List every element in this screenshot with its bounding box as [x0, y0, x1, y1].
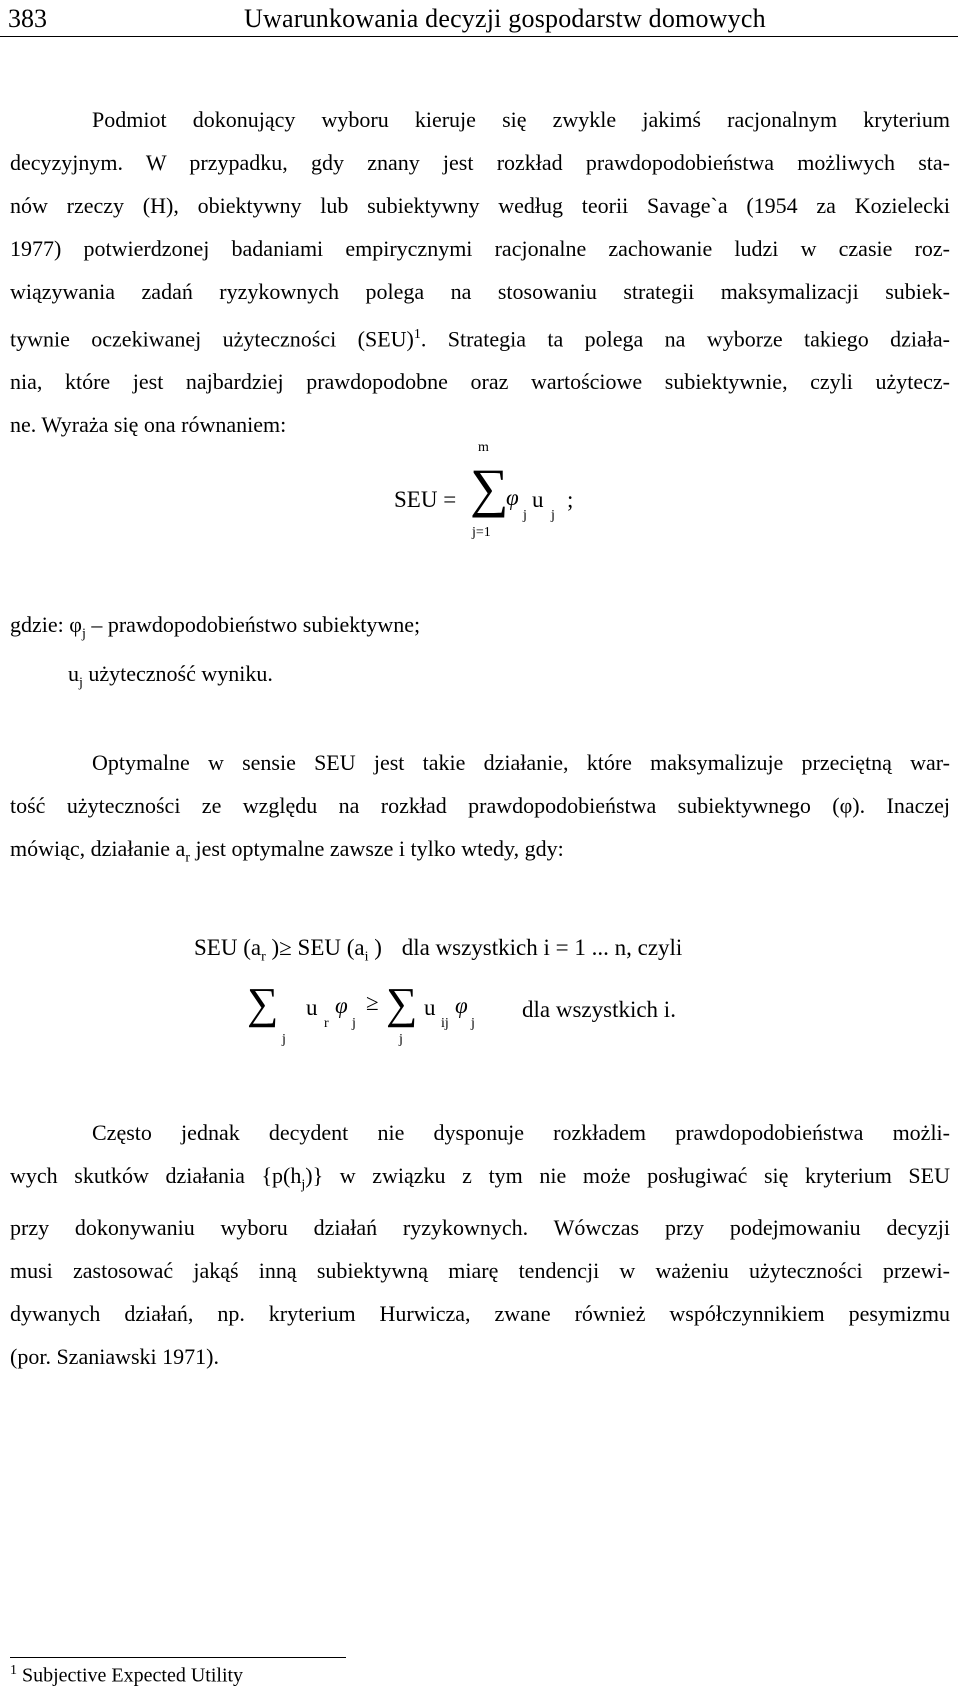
phi-subscript: j [523, 508, 527, 523]
formula-seu-inequality [194, 935, 682, 966]
line-text: wych skutków działania {p(h [10, 1163, 302, 1188]
footnote [10, 1663, 243, 1688]
definition-phi [10, 612, 420, 642]
paragraph-1-line [10, 313, 950, 360]
line-text: jest optymalne zawsze i tylko wtedy, gdy: [189, 836, 564, 861]
u-subscript: j [551, 508, 555, 523]
condition-text: dla wszystkich i. [522, 997, 676, 1022]
sum-lower-limit: j [399, 1032, 403, 1047]
paren-open: (a [346, 935, 365, 960]
paragraph-3-line: dywanych działań, np. kryterium Hurwicza, zwane również współczynnikiem pesymizmu [10, 1301, 950, 1327]
paren-close: ) [271, 935, 280, 960]
paragraph-2-line: Optymalne w sensie SEU jest takie działanie, które maksymalizuje przeciętną war- [92, 750, 950, 775]
paragraph-3 [10, 1111, 950, 1378]
h-subscript: j [301, 1177, 306, 1193]
running-title: Uwarunkowania decyzji gospodarstw domowych [244, 4, 766, 33]
paragraph-2 [10, 741, 950, 879]
footnote-marker: 1 [413, 327, 421, 342]
seu-lhs: SEU = [394, 487, 457, 512]
footnote-text: Subjective Expected Utility [22, 1664, 244, 1687]
phi-symbol: φ [506, 485, 519, 510]
condition-text: dla wszystkich i = 1 ... n, czyli [401, 935, 683, 960]
paragraph-1-line: decyzyjnym. W przypadku, gdy znany jest rozkład prawdopodobieństwa możliwych sta- [10, 150, 950, 175]
paragraph-1-line: Podmiot dokonujący wyboru kieruje się zwykle jakimś racjonalnym kryterium [92, 107, 950, 132]
paren-close: ) [374, 935, 382, 960]
u-symbol: u [68, 661, 79, 686]
paragraph-3-line: przy dokonywaniu wyboru działań ryzykownych. Wówczas przy podejmowaniu decyzji [10, 1215, 950, 1241]
u-description: użyteczność wyniku. [88, 661, 273, 686]
paragraph-1-line: nów rzeczy (H), obiektywny lub subiektywny według teorii Savage`a (1954 za Kozielecki [10, 193, 950, 218]
dash: – [91, 612, 103, 637]
paren-open: (a [243, 935, 262, 960]
phi-symbol: φ [69, 612, 82, 637]
footnote-marker: 1 [10, 1663, 17, 1678]
seu-right: SEU [297, 935, 341, 960]
paragraph-1 [10, 98, 950, 446]
paragraph-3-line: musi zastosować jakąś inną subiektywną miarę tendencji w ważeniu użyteczności przewi- [10, 1258, 950, 1284]
sum-symbol: ∑ [470, 458, 509, 518]
line-text: mówiąc, działanie a [10, 836, 186, 861]
paragraph-2-line [10, 827, 950, 879]
seu-left: SEU [194, 935, 238, 960]
paragraph-3-line: Często jednak decydent nie dysponuje rozkładem prawdopodobieństwa możli- [92, 1120, 950, 1145]
action-subscript: r [185, 850, 190, 866]
phi-description: prawdopodobieństwo subiektywne; [107, 612, 421, 637]
footnote-divider [10, 1657, 346, 1658]
gdzie-label: gdzie: [10, 612, 64, 637]
phi-subscript: j [81, 626, 86, 642]
paragraph-1-line: 1977) potwierdzonej badaniami empirycznymi racjonalne zachowanie ludzi w czasie roz- [10, 236, 950, 261]
sum-symbol: ∑ [386, 979, 418, 1028]
paragraph-1-line: nia, które jest najbardziej prawdopodobne oraz wartościowe subiektywnie, czyli użytecz- [10, 369, 950, 395]
line-text: . Strategia ta polega na wyborze takiego działa- [420, 326, 950, 352]
line-text: tywnie oczekiwanej użyteczności (SEU) [10, 326, 414, 352]
phi-subscript: j [471, 1016, 475, 1031]
geq-symbol: ≥ [279, 935, 292, 960]
u-symbol: u [306, 995, 318, 1020]
phi-symbol: φ [335, 993, 348, 1018]
phi-subscript: j [352, 1016, 356, 1031]
u-subscript: j [79, 675, 83, 691]
page-number: 383 [8, 4, 47, 33]
subscript-r: r [261, 949, 266, 965]
paragraph-2-line: tość użyteczności ze względu na rozkład prawdopodobieństwa subiektywnego (φ). Inaczej [10, 793, 950, 818]
sum-symbol: ∑ [247, 979, 279, 1028]
phi-symbol: φ [455, 993, 468, 1018]
definition-u [68, 661, 273, 691]
sum-lower-limit: j [282, 1032, 286, 1047]
paragraph-3-line [10, 1154, 950, 1206]
sum-upper-limit: m [478, 440, 489, 455]
subscript-i: i [364, 949, 369, 965]
paragraph-1-line: ne. Wyraża się ona równaniem: [10, 412, 287, 438]
semicolon: ; [567, 487, 574, 512]
geq-symbol: ≥ [366, 990, 379, 1015]
u-symbol: u [532, 487, 544, 512]
u-subscript: r [324, 1016, 329, 1031]
u-symbol: u [424, 995, 436, 1020]
sum-lower-limit: j=1 [472, 525, 491, 540]
line-text: )} w związku z tym nie może posługiwać się kryterium SEU [305, 1163, 950, 1188]
paragraph-3-line: (por. Szaniawski 1971). [10, 1344, 219, 1370]
paragraph-1-line: wiązywania zadań ryzykownych polega na stosowaniu strategii maksymalizacji subiek- [10, 279, 950, 304]
u-subscript: ij [441, 1016, 449, 1031]
